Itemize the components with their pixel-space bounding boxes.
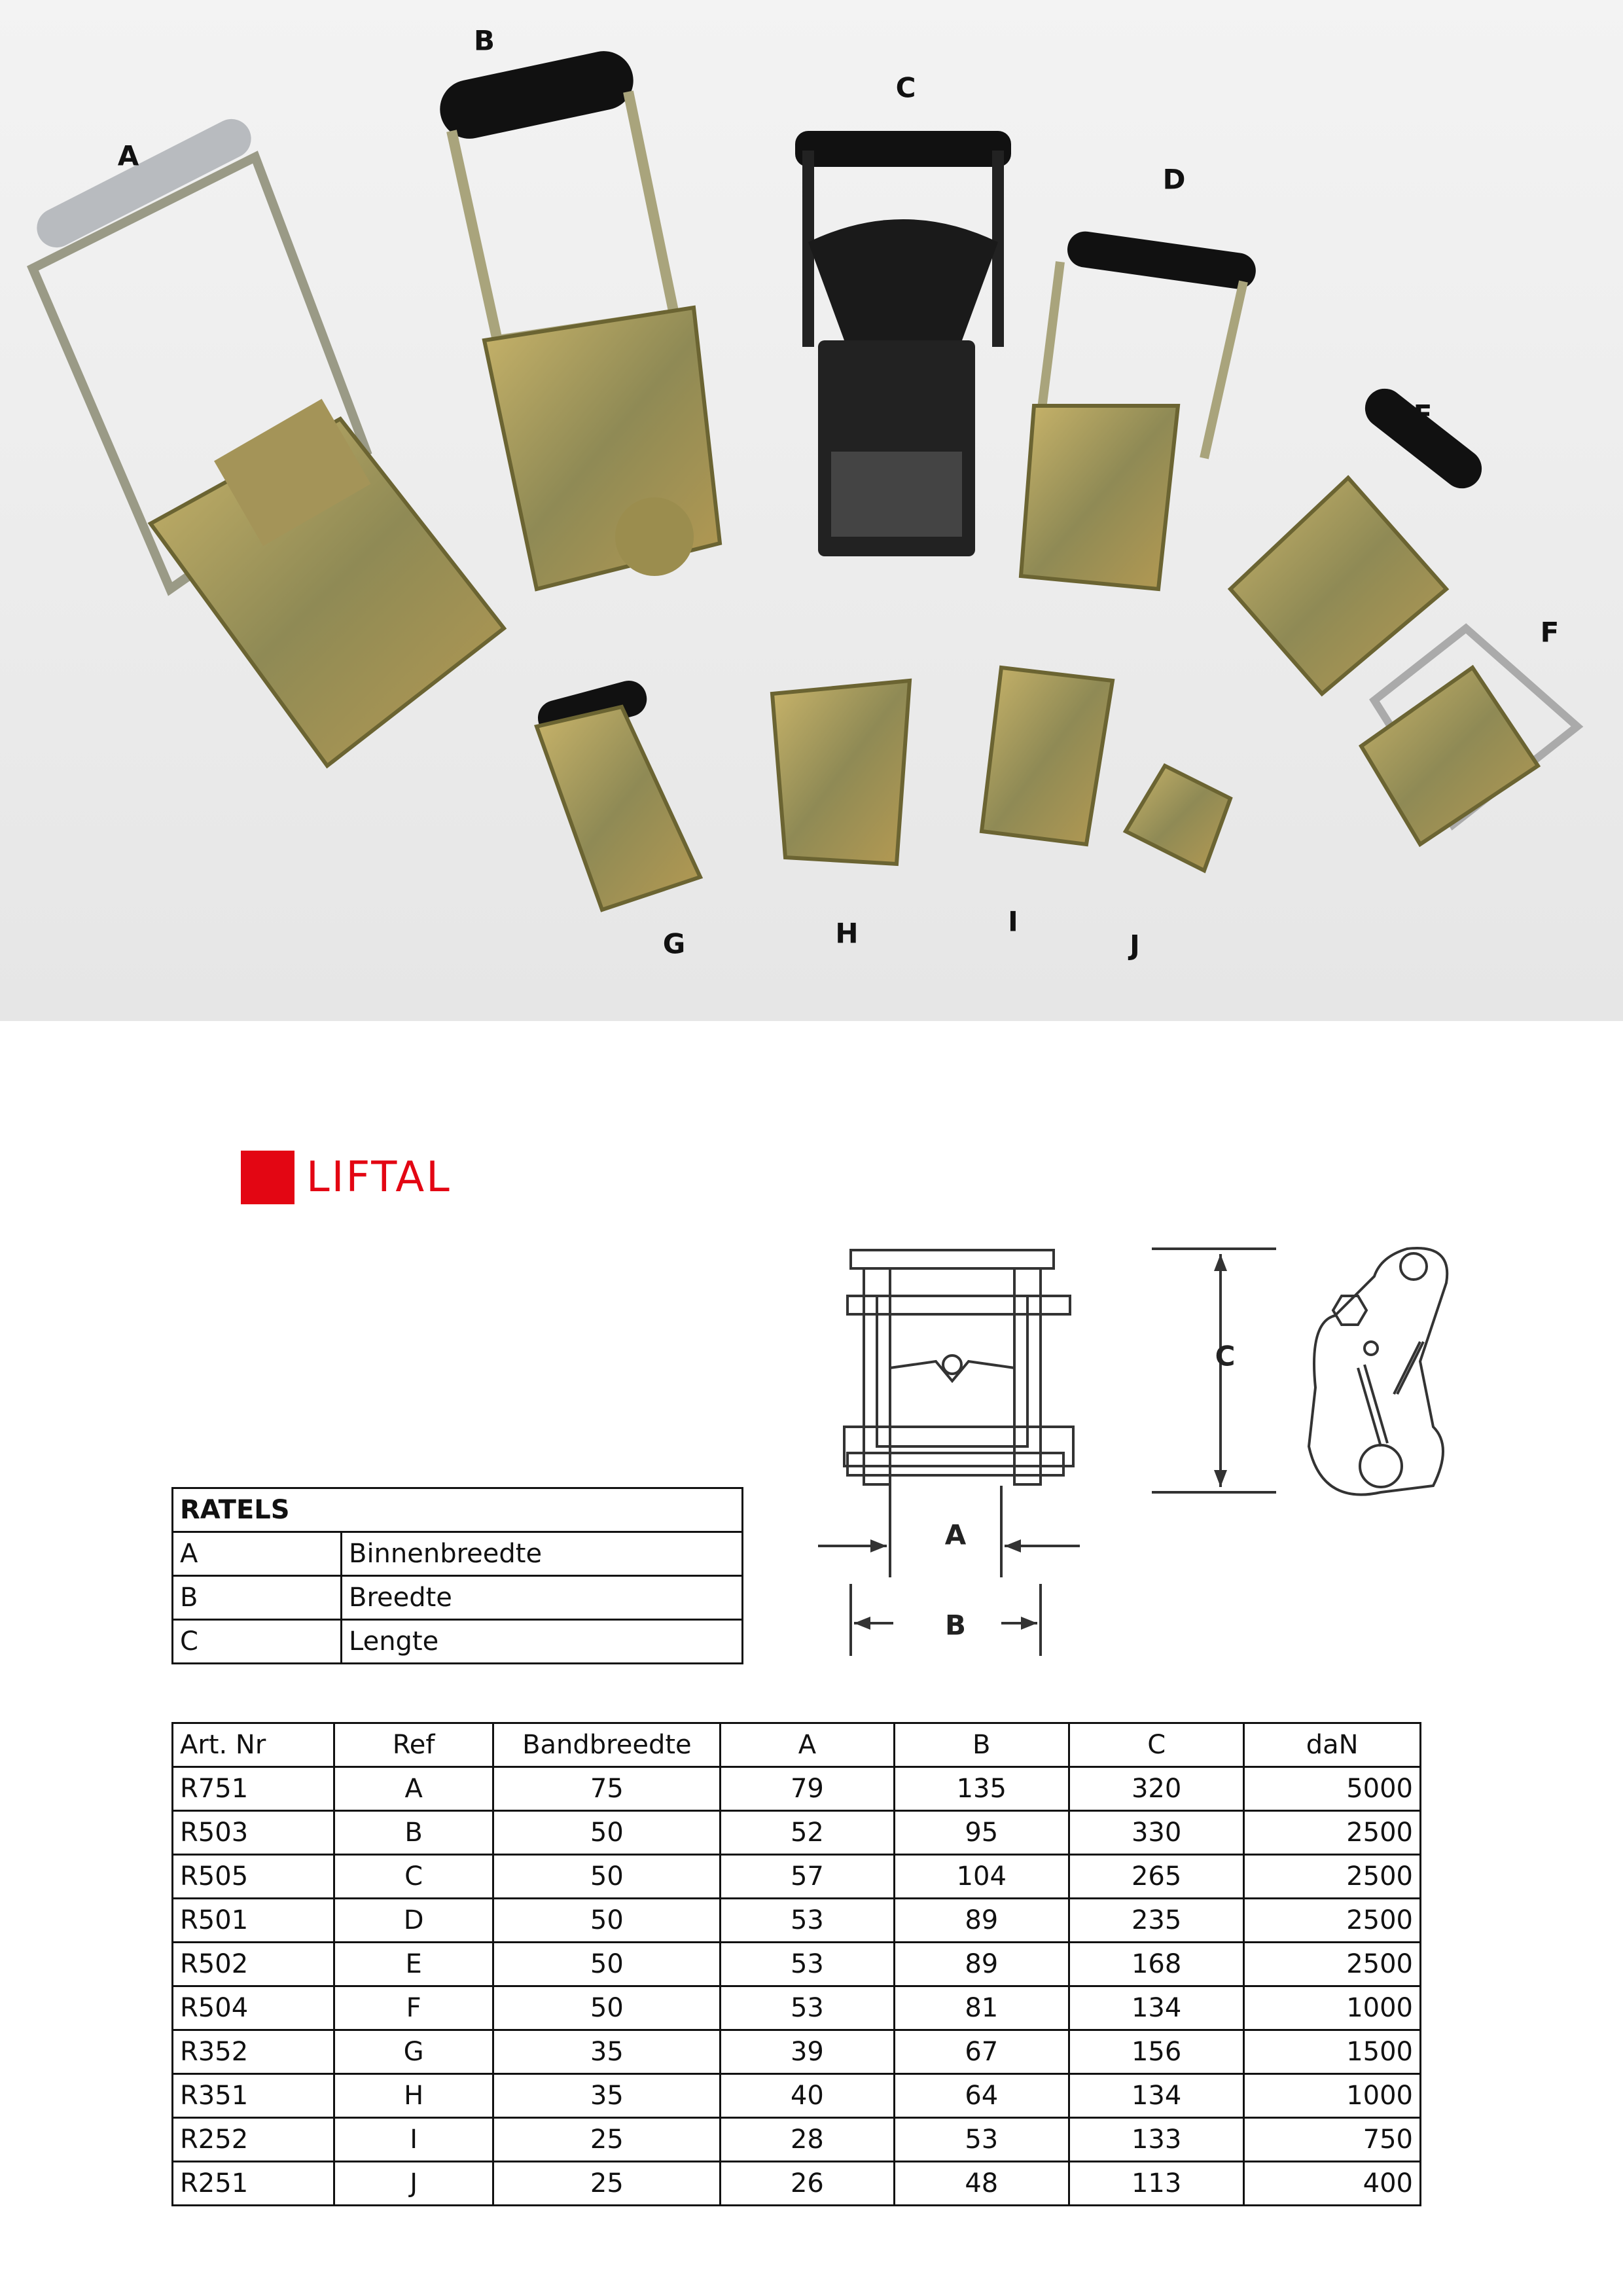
brand-name: LIFTAL (306, 1153, 452, 1202)
cell-bandbreedte: 50 (493, 1943, 721, 1986)
legend-title-row (173, 1488, 743, 1532)
table-row (173, 1855, 1421, 1899)
cell-art-nr: R352 (173, 2030, 334, 2074)
cell-dan: 1500 (1244, 2030, 1421, 2074)
cell-ref: E (334, 1943, 493, 1986)
ratchet-e (1230, 381, 1489, 694)
ratchet-illustration (0, 0, 1623, 1021)
cell-c: 134 (1069, 2074, 1243, 2118)
table-row (173, 1811, 1421, 1855)
cell-ref: D (334, 1899, 493, 1943)
cell-a: 53 (721, 1899, 894, 1943)
cell-bandbreedte: 25 (493, 2118, 721, 2162)
specs-body (173, 1767, 1421, 2206)
cell-c: 134 (1069, 1986, 1243, 2030)
cell-b: 135 (894, 1767, 1069, 1811)
photo-label-h: H (835, 917, 859, 950)
photo-label-c: C (895, 71, 916, 104)
cell-a: 53 (721, 1986, 894, 2030)
cell-bandbreedte: 35 (493, 2074, 721, 2118)
cell-c: 265 (1069, 1855, 1243, 1899)
legend-key: A (173, 1532, 342, 1576)
photo-label-g: G (662, 927, 686, 960)
specs-header-row (173, 1723, 1421, 1767)
header-dan: daN (1244, 1723, 1421, 1767)
cell-bandbreedte: 50 (493, 1855, 721, 1899)
header-c: C (1069, 1723, 1243, 1767)
cell-c: 113 (1069, 2162, 1243, 2206)
cell-art-nr: R252 (173, 2118, 334, 2162)
legend-title: RATELS (173, 1488, 743, 1532)
cell-ref: G (334, 2030, 493, 2074)
cell-bandbreedte: 75 (493, 1767, 721, 1811)
header-art-nr: Art. Nr (173, 1723, 334, 1767)
cell-c: 156 (1069, 2030, 1243, 2074)
cell-b: 64 (894, 2074, 1069, 2118)
legend-row (173, 1532, 743, 1576)
ratchet-b (435, 46, 720, 589)
cell-a: 52 (721, 1811, 894, 1855)
cell-a: 26 (721, 2162, 894, 2206)
ratchet-c (795, 131, 1011, 556)
cell-b: 67 (894, 2030, 1069, 2074)
ratchet-g (534, 677, 700, 910)
legend-key: C (173, 1620, 342, 1664)
cell-b: 48 (894, 2162, 1069, 2206)
cell-dan: 1000 (1244, 1986, 1421, 2030)
cell-c: 320 (1069, 1767, 1243, 1811)
photo-label-d: D (1162, 163, 1186, 196)
header-bandbreedte: Bandbreedte (493, 1723, 721, 1767)
cell-bandbreedte: 25 (493, 2162, 721, 2206)
legend-value: Lengte (342, 1620, 743, 1664)
table-row (173, 1767, 1421, 1811)
cell-ref: I (334, 2118, 493, 2162)
cell-dan: 750 (1244, 2118, 1421, 2162)
cell-ref: A (334, 1767, 493, 1811)
dimension-label-a: A (944, 1518, 967, 1551)
cell-dan: 2500 (1244, 1943, 1421, 1986)
cell-bandbreedte: 50 (493, 1811, 721, 1855)
cell-b: 104 (894, 1855, 1069, 1899)
cell-bandbreedte: 50 (493, 1899, 721, 1943)
table-row (173, 1899, 1421, 1943)
cell-a: 39 (721, 2030, 894, 2074)
cell-b: 95 (894, 1811, 1069, 1855)
product-photo (0, 0, 1623, 1021)
cell-art-nr: R505 (173, 1855, 334, 1899)
legend-key: B (173, 1576, 342, 1620)
ratchet-h (772, 681, 910, 864)
brand-square-icon (241, 1151, 294, 1204)
photo-label-j: J (1130, 929, 1140, 961)
specs-table (171, 1722, 1421, 2206)
cell-art-nr: R251 (173, 2162, 334, 2206)
cell-dan: 5000 (1244, 1767, 1421, 1811)
cell-art-nr: R504 (173, 1986, 334, 2030)
cell-bandbreedte: 35 (493, 2030, 721, 2074)
cell-art-nr: R502 (173, 1943, 334, 1986)
photo-label-a: A (117, 139, 139, 172)
header-b: B (894, 1723, 1069, 1767)
brand-logo (241, 1151, 452, 1204)
cell-b: 89 (894, 1943, 1069, 1986)
photo-label-f: F (1540, 616, 1560, 649)
cell-dan: 1000 (1244, 2074, 1421, 2118)
ratchet-line-drawing (805, 1230, 1492, 1676)
photo-label-b: B (473, 24, 495, 57)
cell-a: 57 (721, 1855, 894, 1899)
cell-a: 28 (721, 2118, 894, 2162)
cell-b: 53 (894, 2118, 1069, 2162)
cell-b: 89 (894, 1899, 1069, 1943)
legend-row (173, 1576, 743, 1620)
cell-art-nr: R501 (173, 1899, 334, 1943)
cell-c: 133 (1069, 2118, 1243, 2162)
table-row (173, 1986, 1421, 2030)
header-ref: Ref (334, 1723, 493, 1767)
ratchet-j (1126, 766, 1230, 870)
cell-art-nr: R351 (173, 2074, 334, 2118)
cell-c: 330 (1069, 1811, 1243, 1855)
cell-ref: J (334, 2162, 493, 2206)
cell-a: 53 (721, 1943, 894, 1986)
cell-b: 81 (894, 1986, 1069, 2030)
cell-ref: F (334, 1986, 493, 2030)
cell-ref: H (334, 2074, 493, 2118)
legend-value: Binnenbreedte (342, 1532, 743, 1576)
legend-row (173, 1620, 743, 1664)
table-row (173, 2030, 1421, 2074)
cell-bandbreedte: 50 (493, 1986, 721, 2030)
cell-c: 168 (1069, 1943, 1243, 1986)
cell-a: 79 (721, 1767, 894, 1811)
cell-dan: 2500 (1244, 1811, 1421, 1855)
photo-label-e: E (1413, 399, 1433, 431)
table-row (173, 2074, 1421, 2118)
ratchet-d (1021, 229, 1258, 589)
dimension-diagram (805, 1230, 1492, 1678)
cell-dan: 2500 (1244, 1855, 1421, 1899)
header-a: A (721, 1723, 894, 1767)
ratchet-a (30, 113, 504, 766)
dimension-label-b: B (944, 1609, 967, 1641)
cell-dan: 400 (1244, 2162, 1421, 2206)
legend-value: Breedte (342, 1576, 743, 1620)
photo-label-i: I (1008, 905, 1018, 938)
legend-table (171, 1487, 743, 1664)
cell-c: 235 (1069, 1899, 1243, 1943)
dimension-label-c: C (1215, 1340, 1236, 1372)
table-row (173, 2118, 1421, 2162)
cell-ref: C (334, 1855, 493, 1899)
cell-art-nr: R751 (173, 1767, 334, 1811)
cell-a: 40 (721, 2074, 894, 2118)
cell-ref: B (334, 1811, 493, 1855)
table-row (173, 2162, 1421, 2206)
ratchet-f (1361, 628, 1577, 844)
cell-art-nr: R503 (173, 1811, 334, 1855)
cell-dan: 2500 (1244, 1899, 1421, 1943)
ratchet-i (982, 668, 1113, 844)
table-row (173, 1943, 1421, 1986)
